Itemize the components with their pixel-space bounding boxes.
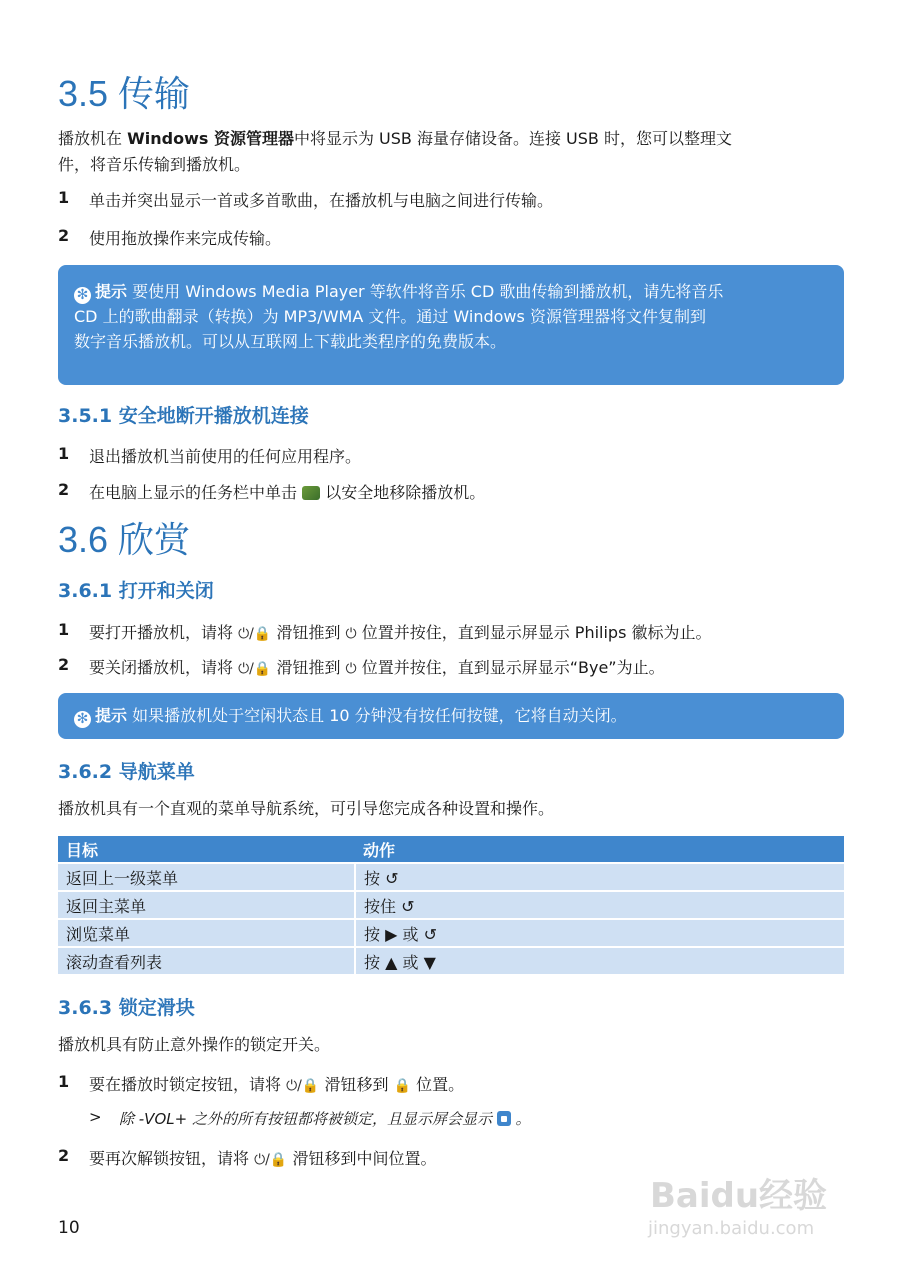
section-3-5-intro [58, 126, 844, 178]
result-arrow: > [89, 1108, 102, 1126]
table-header-row [58, 836, 844, 863]
table-row [58, 891, 844, 919]
step-text [89, 1072, 464, 1095]
step-text-part: 滑钮推到 [276, 623, 341, 642]
power-icon: ⏻ [345, 661, 357, 677]
step-number: 1 [58, 1072, 70, 1091]
step-text-part: 位置并按住，直到显示屏显示“Bye”为止。 [361, 658, 665, 677]
table-cell-target: 滚动查看列表 [58, 947, 355, 974]
tip-text: 如果播放机处于空闲状态且 10 分钟没有按任何按键，它将自动关闭。 [132, 706, 627, 725]
tip-text: 数字音乐播放机。可以从互联网上下载此类程序的免费版本。 [74, 332, 507, 351]
section-title-3-6-3: 3.6.3 锁定滑块 [58, 997, 195, 1019]
section-title-3-6: 3.6 欣赏 [58, 519, 191, 560]
table-row [58, 947, 844, 974]
section-title-3-6-2: 3.6.2 导航菜单 [58, 761, 195, 783]
navigation-table [58, 836, 844, 974]
step-text [89, 1146, 436, 1169]
tip-label: 提示 [95, 706, 128, 725]
table-row [58, 919, 844, 947]
intro-bold: Windows 资源管理器 [127, 129, 294, 148]
watermark-url: jingyan.baidu.com [648, 1218, 815, 1239]
step-text [89, 620, 712, 643]
section-title-3-6-1: 3.6.1 打开和关闭 [58, 580, 214, 602]
table-cell-target: 浏览菜单 [58, 919, 355, 947]
result-text-part: 除 -VOL+ 之外的所有按钮都将被锁定，且显示屏会显示 [119, 1110, 492, 1128]
watermark-logo: Baidu经验 [650, 1176, 828, 1216]
table-cell-action: 按住 ↺ [355, 891, 844, 919]
step-text-part: 位置并按住，直到显示屏显示 Philips 徽标为止。 [361, 623, 712, 642]
power-icon: ⏻ [345, 626, 357, 642]
intro-text: 播放机在 [58, 129, 128, 148]
power-lock-icon: ⏻/🔒 [238, 661, 272, 677]
step-text: 单击并突出显示一首或多首歌曲，在播放机与电脑之间进行传输。 [89, 191, 554, 210]
intro-text: 件，将音乐传输到播放机。 [58, 155, 251, 174]
section-title-3-5-1: 3.5.1 安全地断开播放机连接 [58, 405, 309, 427]
safely-remove-hardware-icon [302, 486, 320, 500]
intro-text: 中将显示为 USB 海量存储设备。连接 USB 时，您可以整理文 [293, 129, 732, 148]
table-cell-action: 按 ▶ 或 ↺ [355, 919, 844, 947]
tip-icon: ✻ [74, 711, 91, 728]
table-cell-target: 返回主菜单 [58, 891, 355, 919]
step-number: 2 [58, 655, 70, 674]
power-lock-icon: ⏻/🔒 [286, 1078, 320, 1094]
step-number: 2 [58, 480, 70, 499]
step-text-part: 位置。 [416, 1075, 465, 1094]
lock-screen-icon [497, 1111, 511, 1126]
step-text [89, 655, 665, 678]
step-text-part: 要再次解锁按钮，请将 [89, 1149, 250, 1168]
table-header-action: 动作 [355, 836, 844, 863]
tip-box [58, 265, 844, 385]
tip-label: 提示 [95, 282, 128, 301]
table-cell-action: 按 ↺ [355, 863, 844, 891]
result-text [119, 1108, 531, 1129]
tip-text: 要使用 Windows Media Player 等软件将音乐 CD 歌曲传输到播放机，请先将音乐 [132, 282, 724, 301]
step-number: 1 [58, 444, 70, 463]
table-cell-target: 返回上一级菜单 [58, 863, 355, 891]
power-lock-icon: ⏻/🔒 [238, 626, 272, 642]
lock-icon: 🔒 [393, 1078, 411, 1094]
table-cell-action: 按 ▲ 或 ▼ [355, 947, 844, 974]
step-text-part: 滑钮移到 [324, 1075, 389, 1094]
step-number: 2 [58, 226, 70, 245]
step-number: 1 [58, 620, 70, 639]
step-text-part: 要打开播放机，请将 [89, 623, 234, 642]
page-number: 10 [58, 1218, 80, 1238]
tip-box [58, 693, 844, 739]
step-number: 2 [58, 1146, 70, 1165]
step-text-part: 滑钮移到中间位置。 [292, 1149, 437, 1168]
step-text-part: 滑钮推到 [276, 658, 341, 677]
section-3-6-2-intro: 播放机具有一个直观的菜单导航系统，可引导您完成各种设置和操作。 [58, 799, 555, 818]
tip-text: CD 上的歌曲翻录（转换）为 MP3/WMA 文件。通过 Windows 资源管理器将文件复制到 [74, 307, 706, 326]
table-row [58, 863, 844, 891]
result-text-part: 。 [515, 1110, 531, 1128]
step-number: 1 [58, 188, 70, 207]
table-header-target: 目标 [58, 836, 355, 863]
step-text-part: 要在播放时锁定按钮，请将 [89, 1075, 282, 1094]
step-text-part: 要关闭播放机，请将 [89, 658, 234, 677]
step-text: 使用拖放操作来完成传输。 [89, 229, 282, 248]
power-lock-icon: ⏻/🔒 [254, 1152, 288, 1168]
section-title-3-5: 3.5 传输 [58, 73, 191, 114]
tip-icon: ✻ [74, 287, 91, 304]
step-text-part: 在电脑上显示的任务栏中单击 [89, 483, 298, 502]
step-text [89, 480, 485, 503]
step-text-part: 以安全地移除播放机。 [325, 483, 486, 502]
step-text: 退出播放机当前使用的任何应用程序。 [89, 447, 362, 466]
section-3-6-3-intro: 播放机具有防止意外操作的锁定开关。 [58, 1035, 331, 1054]
